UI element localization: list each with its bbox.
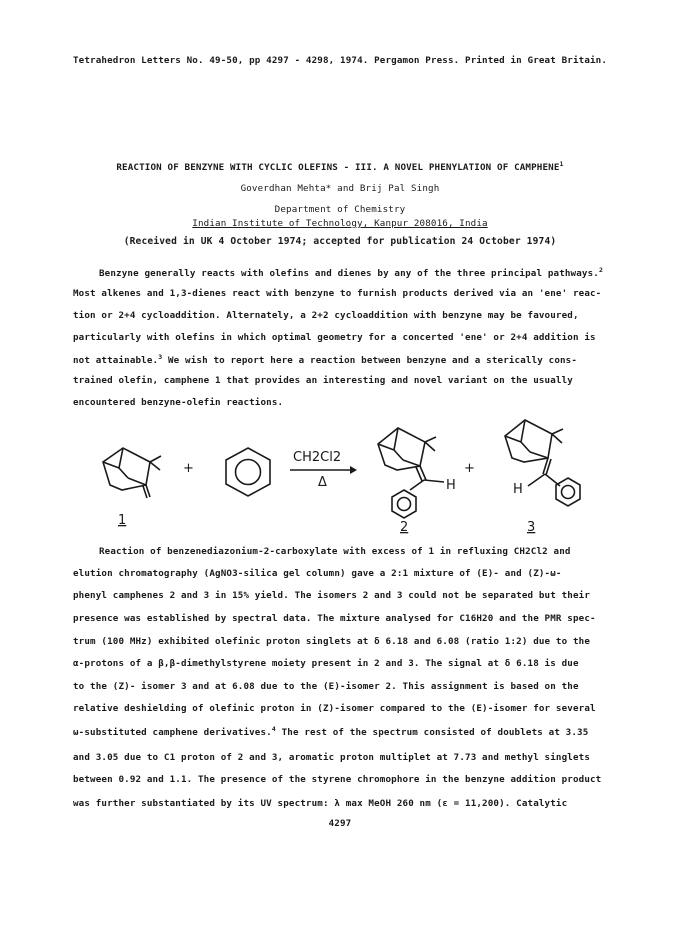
compound-label-2: 2 [400,520,409,535]
department: Department of Chemistry [274,204,406,215]
para2-line1: Reaction of benzenediazonium-2-carboxylate with excess of 1 in refluxing CH2Cl2 and [99,546,571,557]
compound-label-3: 3 [527,520,536,535]
para2-line6: α-protons of a β,β-dimethylstyrene moiety present in 2 and 3. The signal at δ 6.18 is due [73,658,579,669]
para1-line7: encountered benzyne-olefin reactions. [73,397,284,408]
reagent-ch2cl2: CH2Cl2 [293,450,342,465]
plus-sign-1: + [183,461,194,476]
title-text: REACTION OF BENZYNE WITH CYCLIC OLEFINS - III. A NOVEL PHENYLATION OF CAMPHENE [116,162,560,174]
para2-line8: relative deshielding of olefinic proton in (Z)-isomer compared to the (E)-isomer for several [73,703,596,714]
para2-line2: elution chromatography (AgNO3-silica gel column) gave a 2:1 mixture of (E)- and (Z)-ω- [73,568,562,579]
journal-header: Tetrahedron Letters No. 49-50, pp 4297 - 4298, 1974. Pergamon Press. Printed in Great Britain. [73,55,608,66]
para1-line4: particularly with olefins in which optimal geometry for a concerted 'ene' or 2+4 addition is [73,332,596,343]
para2-line3: phenyl camphenes 2 and 3 in 15% yield. The isomers 2 and 3 could not be separated but their [73,590,591,601]
para1-line5-text: not attainable. [73,355,159,367]
arrow-head [350,466,357,474]
benzene-ring [226,448,270,496]
para1-line1-text: Benzyne generally reacts with olefins and dienes by any of the three principal pathways. [99,268,599,280]
title-footnote-mark: 1 [559,160,564,168]
para2-line10: and 3.05 due to C1 proton of 2 and 3, aromatic proton multiplet at 7.73 and methyl singlets [73,752,591,763]
para2-line9-rest: The rest of the spectrum consisted of doublets at 3.35 [275,727,589,739]
para1-line3: tion or 2+4 cycloaddition. Alternately, a 2+2 cycloaddition with benzyne may be favoured, [73,310,579,321]
ref-3: 3 [158,353,163,361]
camphene-structure-1 [103,448,161,498]
para1-line6: trained olefin, camphene 1 that provides an interesting and novel variant on the usually [73,375,573,386]
para2-line11: between 0.92 and 1.1. The presence of the styrene chromophore in the benzyne addition product [73,774,602,785]
para2-line5: trum (100 MHz) exhibited olefinic proton singlets at δ 6.18 and 6.08 (ratio 1:2) due to the [73,636,591,647]
para1-line5-rest: We wish to report here a reaction between benzyne and a sterically cons- [162,355,578,367]
ref-2: 2 [598,266,604,274]
plus-sign-2: + [464,461,475,476]
para2-line4: presence was established by spectral data. The mixture analysed for C16H20 and the PMR spec- [73,613,596,624]
para1-line2: Most alkenes and 1,3-dienes react with benzyne to furnish products derived via an 'ene' reac- [73,288,602,299]
page-number: 4297 [328,818,352,829]
received-dates: (Received in UK 4 October 1974; accepted for publication 24 October 1974) [123,236,557,247]
authors: Goverdhan Mehta* and Brij Pal Singh [240,183,440,194]
h-label-2: H [446,478,456,493]
para2-line9-text: ω-substituted camphene derivatives. [73,727,272,739]
para2-line12: was further substantiated by its UV spectrum: λ max MeOH 260 nm (ε = 11,200). Catalytic [73,798,568,809]
ref-4: 4 [271,725,276,733]
institute: Indian Institute of Technology, Kanpur 208016, India [192,218,488,229]
para2-line7: to the (Z)- isomer 3 and at 6.08 due to the (E)-isomer 2. This assignment is based on the [73,681,579,692]
para2-line9 [73,725,588,738]
heat-symbol: Δ [318,475,327,490]
product-structure-2 [378,428,444,518]
compound-label-1: 1 [118,513,127,528]
h-label-3: H [513,482,523,497]
